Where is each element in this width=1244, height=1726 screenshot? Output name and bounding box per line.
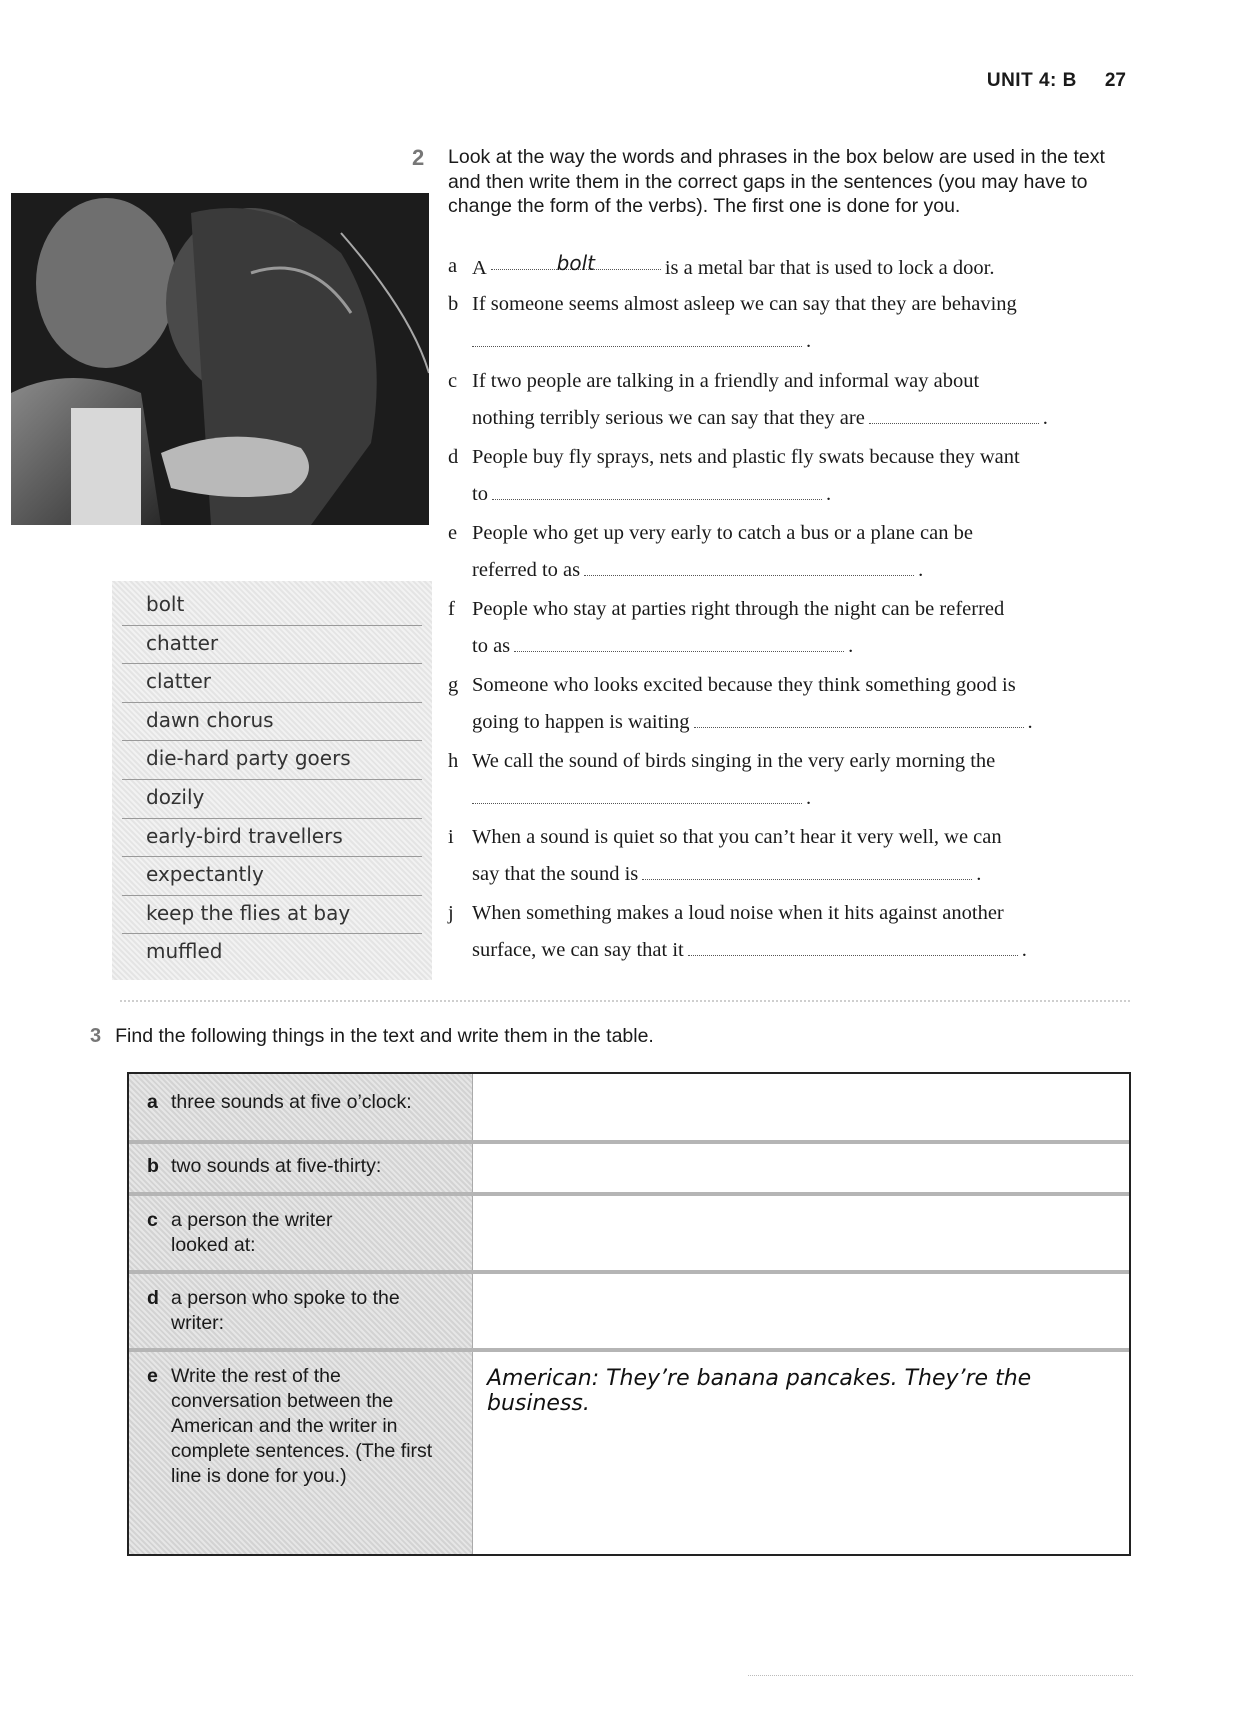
sentence-text: People who stay at parties right through the night can be referred <box>472 598 1005 620</box>
sentence-text: referred to as <box>472 559 581 581</box>
sentence-text: . <box>1021 939 1027 961</box>
answer-cell[interactable] <box>473 1274 1129 1348</box>
table-row <box>129 1274 1129 1352</box>
answer-text: bolt <box>556 251 595 275</box>
sentence-letter: a <box>448 255 458 277</box>
sentence-letter: f <box>448 598 455 620</box>
section-divider <box>120 1000 1130 1002</box>
answer-cell[interactable] <box>473 1144 1129 1192</box>
row-label-text: a person who spoke to the writer: <box>171 1287 400 1334</box>
sentence-text: . <box>825 483 832 505</box>
word-item: bolt <box>122 587 422 626</box>
unit-label: UNIT 4: B <box>986 70 1077 91</box>
word-item: die-hard party goers <box>122 741 422 780</box>
row-label <box>129 1144 473 1192</box>
sentence-text: If someone seems almost asleep we can say that they are behaving <box>472 293 1017 315</box>
sentence-letter: b <box>448 293 459 315</box>
sentence-text: going to happen is waiting <box>472 711 690 733</box>
sentence-text: Someone who looks excited because they think something good is <box>472 674 1016 696</box>
answer-text: American: They’re banana pancakes. They’re the business. <box>487 1366 1032 1416</box>
answer-blank[interactable] <box>514 637 844 652</box>
word-item: expectantly <box>122 857 422 896</box>
word-item: early-bird travellers <box>122 819 422 858</box>
answer-blank[interactable] <box>491 251 661 275</box>
sentence-text: say that the sound is <box>472 863 639 885</box>
sentence-text: is a metal bar that is used to lock a door. <box>664 257 995 279</box>
sentence-letter: g <box>448 674 459 696</box>
exercise-2 <box>412 145 1127 219</box>
answer-table <box>127 1072 1131 1556</box>
word-box <box>112 581 432 980</box>
table-row <box>129 1144 1129 1196</box>
row-letter: a <box>147 1091 158 1113</box>
row-letter: d <box>147 1287 159 1309</box>
sentence-letter: h <box>448 750 459 772</box>
row-label-text: three sounds at five o’clock: <box>171 1091 412 1113</box>
sentence-text: A <box>472 257 487 279</box>
answer-blank[interactable] <box>492 485 822 500</box>
word-item: keep the flies at bay <box>122 896 422 935</box>
sentence-letter: i <box>448 826 454 848</box>
sentence-letter: e <box>448 522 458 544</box>
sentence-text: People buy fly sprays, nets and plastic fly swats because they want <box>472 446 1020 468</box>
row-label <box>129 1074 473 1140</box>
answer-cell[interactable] <box>473 1352 1129 1554</box>
answer-blank[interactable] <box>642 865 972 880</box>
sentence-text: . <box>806 787 812 809</box>
word-item: clatter <box>122 664 422 703</box>
row-letter: c <box>147 1209 158 1231</box>
row-label <box>129 1352 473 1554</box>
answer-blank[interactable] <box>472 789 802 804</box>
exercise-number: 3 <box>90 1025 102 1047</box>
exercise-3-heading <box>90 1025 654 1048</box>
sentence-text: People who get up very early to catch a bus or a plane can be <box>472 522 973 544</box>
sentence-text: When something makes a loud noise when it hits against another <box>472 902 1004 924</box>
answer-cell[interactable] <box>473 1196 1129 1270</box>
sentence-text: nothing terribly serious we can say that they are <box>472 407 865 429</box>
word-item: dawn chorus <box>122 703 422 742</box>
page-header <box>987 70 1126 92</box>
sentence-letter: d <box>448 446 459 468</box>
sentence-letter: j <box>448 902 454 924</box>
row-label <box>129 1196 473 1270</box>
sentence-text: If two people are talking in a friendly and informal way about <box>472 370 980 392</box>
sentence-letter: c <box>448 370 458 392</box>
sentence-text: When a sound is quiet so that you can’t hear it very well, we can <box>472 826 1002 848</box>
row-letter: b <box>147 1155 159 1177</box>
footer-dotted-line <box>748 1675 1133 1676</box>
sentence-text: . <box>976 863 982 885</box>
answer-blank[interactable] <box>869 409 1039 424</box>
row-label <box>129 1274 473 1348</box>
sentence-text: to as <box>472 635 511 657</box>
word-item: dozily <box>122 780 422 819</box>
sentence-text: . <box>1027 711 1033 733</box>
answer-blank[interactable] <box>688 941 1018 956</box>
sentence-text: . <box>806 330 812 352</box>
table-row <box>129 1352 1129 1554</box>
sentence-text: . <box>918 559 924 581</box>
row-label-text: Write the rest of the conversation between the American and the writer in complete sentences. (The first line is done for you.) <box>171 1365 433 1487</box>
exercise-number: 2 <box>412 145 425 170</box>
table-row <box>129 1196 1129 1274</box>
row-letter: e <box>147 1365 158 1387</box>
exercise-instruction: Look at the way the words and phrases in the box below are used in the text and then write them in the correct gaps in the sentences (you may have to change the form of the verbs). The first one is done for you. <box>448 146 1105 217</box>
sentence-text: . <box>848 635 854 657</box>
answer-blank[interactable] <box>584 561 914 576</box>
sentence-text: We call the sound of birds singing in the very early morning the <box>472 750 996 772</box>
page-number: 27 <box>1104 70 1126 91</box>
answer-blank[interactable] <box>694 713 1024 728</box>
answer-cell[interactable] <box>473 1074 1129 1140</box>
answer-blank[interactable] <box>472 332 802 347</box>
word-item: chatter <box>122 626 422 665</box>
word-item: muffled <box>146 939 223 964</box>
row-label-text: a person the writer looked at: <box>171 1209 333 1256</box>
sentence-line <box>472 251 995 280</box>
row-label-text: two sounds at five-thirty: <box>171 1155 382 1177</box>
photo-couple <box>11 193 429 525</box>
sentence-text: . <box>1042 407 1048 429</box>
exercise-instruction: Find the following things in the text and write them in the table. <box>115 1025 654 1047</box>
sentence-text: to <box>472 483 488 505</box>
sentence-text: surface, we can say that it <box>472 939 684 961</box>
table-row <box>129 1074 1129 1144</box>
